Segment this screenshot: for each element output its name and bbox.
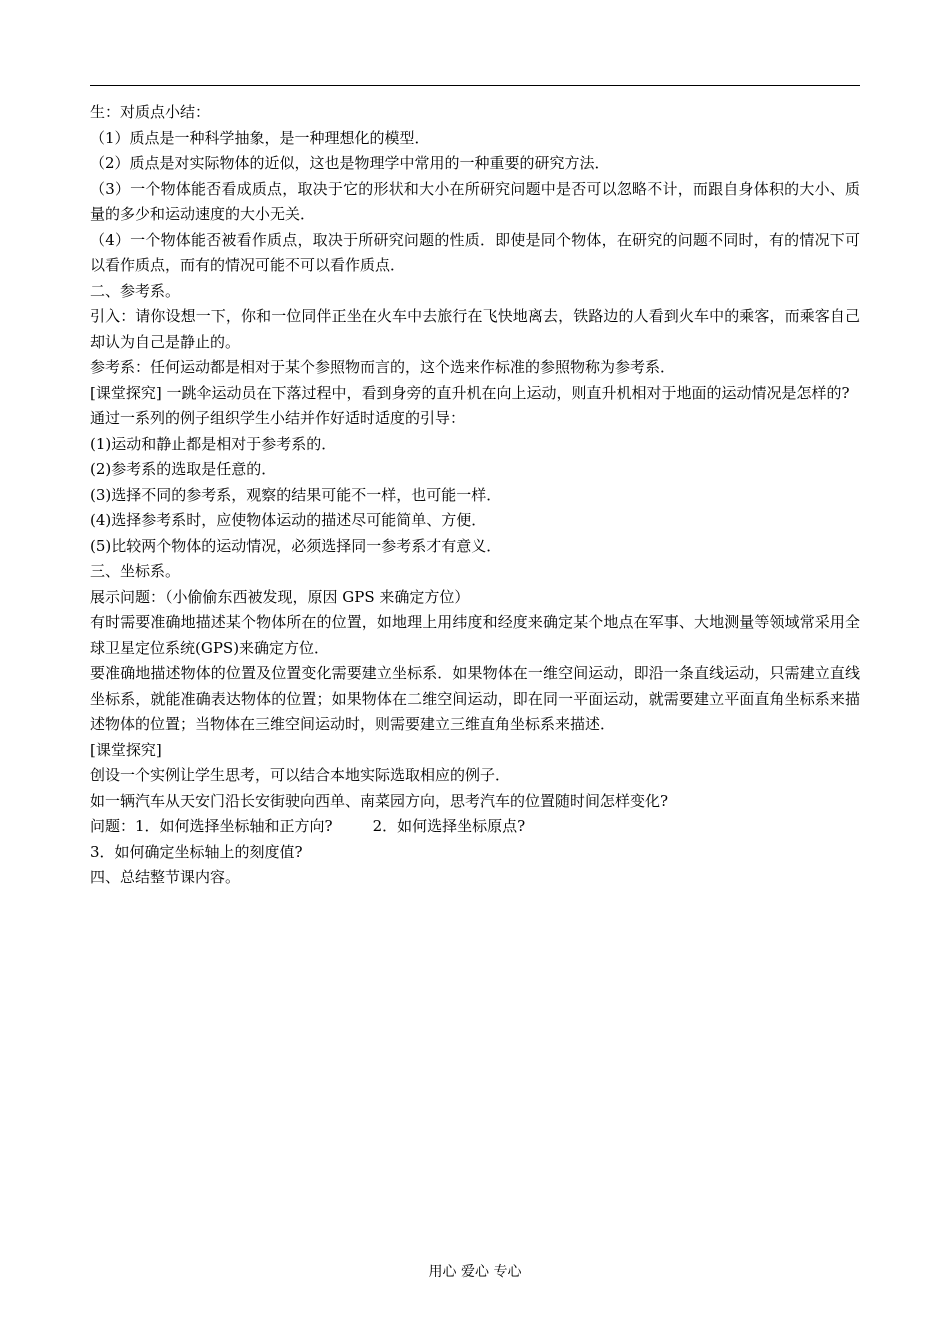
question-1: 问题：1．如何选择坐标轴和正方向? [90, 817, 333, 835]
guidance-intro: 通过一系列的例子组织学生小结并作好适时适度的引导： [90, 409, 466, 427]
section-coordinate-system-heading: 三、坐标系。 [90, 562, 181, 580]
gps-paragraph: 有时需要准确地描述某个物体所在的位置，如地理上用纬度和经度来确定某个地点在军事、大地测量等领域常采用全球卫星定位系统(GPS)来确定方位． [90, 613, 860, 657]
page-footer: 用心 爱心 专心 [428, 1264, 522, 1280]
summary-point-1: （1）质点是一种科学抽象，是一种理想化的模型． [90, 128, 430, 147]
section-reference-frame-heading: 二、参考系。 [90, 281, 181, 300]
example-prompt: 创设一个实例让学生思考，可以结合本地实际选取相应的例子． [90, 766, 511, 784]
document-body [90, 100, 860, 891]
guidance-point-3: (3)选择不同的参考系，观察的结果可能不一样，也可能一样． [90, 485, 502, 504]
question-2: 2．如何选择坐标原点? [372, 817, 526, 835]
question-3: 3．如何确定坐标轴上的刻度值? [90, 842, 303, 861]
display-question: 展示问题：（小偷偷东西被发现，原因 GPS 来确定方位） [90, 587, 470, 606]
coordinate-system-paragraph: 要准确地描述物体的位置及位置变化需要建立坐标系．如果物体在一维空间运动，即沿一条直线运动，只需建立直线坐标系，就能准确表达物体的位置；如果物体在二维空间运动，即在同一平面运动，就需要建立平面直角坐标系来描述物体的位置；当物体在三维空间运动时，则需要建立三维直角坐标系来描述． [90, 664, 860, 733]
guidance-point-1: (1)运动和静止都是相对于参考系的． [90, 434, 337, 453]
summary-point-4: （4）一个物体能否被看作质点，取决于所研究问题的性质．即使是同个物体，在研究的问题不同时，有的情况下可以看作质点，而有的情况可能不可以看作质点． [90, 230, 860, 274]
summary-point-3: （3）一个物体能否看成质点，取决于它的形状和大小在所研究问题中是否可以忽略不计，而跟自身体积的大小、质量的多少和运动速度的大小无关． [90, 179, 860, 223]
questions-line [90, 814, 860, 840]
summary-heading: 生：对质点小结： [90, 103, 211, 121]
classroom-inquiry-1: [课堂探究] 一跳伞运动员在下落过程中，看到身旁的直升机在向上运动，则直升机相对于地面的运动情况是怎样的? [90, 383, 850, 402]
reference-frame-definition: 参考系：任何运动都是相对于某个参照物而言的，这个选来作标准的参照物称为参考系． [90, 358, 676, 376]
reference-frame-intro: 引入：请你设想一下，你和一位同伴正坐在火车中去旅行在飞快地离去，铁路边的人看到火车中的乘客，而乘客自己却认为自己是静止的。 [90, 307, 860, 351]
classroom-inquiry-2: [课堂探究] [90, 740, 162, 759]
car-example: 如一辆汽车从天安门沿长安街驶向西单、南菜园方向，思考汽车的位置随时间怎样变化? [90, 791, 669, 810]
summary-point-2: （2）质点是对实际物体的近似，这也是物理学中常用的一种重要的研究方法． [90, 154, 610, 172]
guidance-point-4: (4)选择参考系时，应使物体运动的描述尽可能简单、方便． [90, 511, 487, 529]
section-summary-heading: 四、总结整节课内容。 [90, 868, 241, 886]
guidance-point-2: (2)参考系的选取是任意的． [90, 460, 277, 478]
guidance-point-5: (5)比较两个物体的运动情况，必须选择同一参考系才有意义． [90, 536, 502, 555]
header-rule [90, 85, 860, 86]
